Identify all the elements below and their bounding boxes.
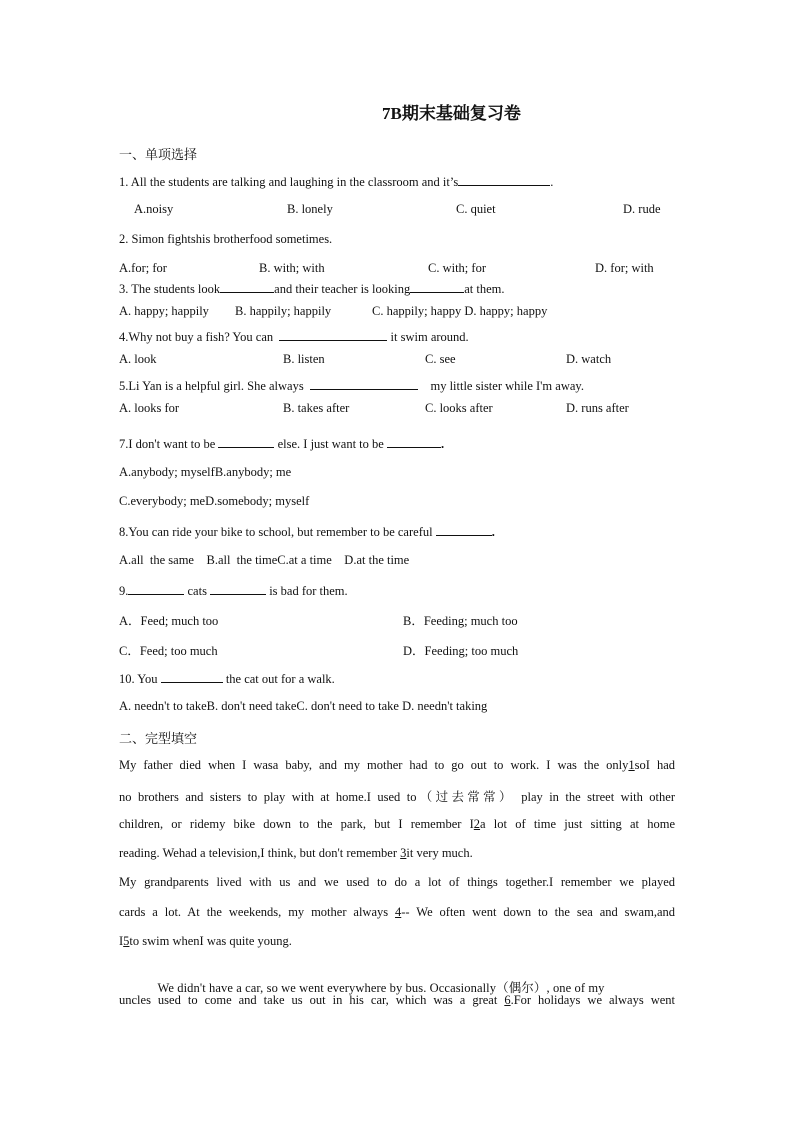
passage-line [119, 993, 675, 1008]
answer-blank[interactable] [410, 280, 464, 293]
passage-text: We didn't have a car, so we went everywhere by bus. Occasionally（偶尔）, one of my [131, 981, 605, 995]
passage-text: My grandparents lived with us and we used to do a lot of things together.I remember we played [119, 875, 675, 889]
option-c[interactable]: C. looks after [425, 401, 493, 415]
options-a-d[interactable]: A.all the same B.all the timeC.at a time D.at the time [119, 553, 410, 567]
option-b[interactable]: B. happily; happily [235, 304, 332, 318]
passage-line [119, 817, 675, 832]
answer-blank[interactable] [436, 523, 492, 536]
passage-line [119, 787, 675, 805]
passage-text: no brothers and sisters to play with at home.I used to（过去常常） play in the street with other [119, 790, 675, 804]
question-stem: 10. You [119, 672, 158, 686]
passage-text: My father died when I wasa baby, and my mother had to go out to work. I was the only [119, 758, 629, 772]
options-a-b[interactable]: A.anybody; myselfB.anybody; me [119, 465, 292, 479]
option-c[interactable]: C. with; for [428, 261, 486, 275]
section-heading-multiple-choice: 一、单项选择 [119, 147, 198, 162]
question-stem-end: . [440, 437, 445, 451]
question-stem-end: it swim around. [387, 330, 469, 344]
options-c-d[interactable]: C.everybody; meD.somebody; myself [119, 494, 310, 508]
option-a[interactable]: A. happy; happily [119, 304, 209, 318]
question-stem: 2. Simon fightshis brotherfood sometimes. [119, 232, 333, 246]
option-c[interactable]: C. see [425, 352, 456, 366]
passage-line [119, 758, 675, 773]
passage-text: uncles used to come and take us out in his car, which was a great [119, 993, 505, 1007]
option-d[interactable]: D. runs after [566, 401, 629, 415]
question-stem-end: at them. [464, 282, 505, 296]
question-stem-mid: and their teacher is looking [274, 282, 411, 296]
cloze-blank-number[interactable]: 5 [123, 934, 130, 948]
answer-blank[interactable] [458, 173, 550, 186]
question-stem: 8.You can ride your bike to school, but remember to be careful [119, 525, 433, 539]
passage-line [119, 934, 675, 949]
passage-line [119, 846, 675, 861]
answer-blank[interactable] [310, 377, 418, 390]
question-stem: 4.Why not buy a fish? You can [119, 330, 274, 344]
passage-text: .For holidays we always went [510, 993, 675, 1007]
question-7 [119, 435, 444, 452]
passage-text: soI had [634, 758, 676, 772]
question-stem-end: my little sister while I'm away. [430, 379, 584, 393]
answer-blank[interactable] [387, 435, 441, 448]
option-a[interactable]: A. look [119, 352, 157, 366]
question-2 [119, 232, 332, 247]
option-a[interactable]: A．Feed; much too [119, 614, 219, 628]
option-b[interactable]: B. listen [283, 352, 325, 366]
option-b[interactable]: B. with; with [259, 261, 325, 275]
question-stem-end: the cat out for a walk. [225, 672, 335, 686]
question-8 [119, 523, 495, 540]
question-stem: 1. All the students are talking and laughing in the classroom and it’s [119, 175, 459, 189]
passage-text: to swim whenI was quite young. [129, 934, 292, 948]
answer-blank[interactable] [218, 435, 274, 448]
cloze-blank-number[interactable]: 3 [400, 846, 407, 860]
answer-blank[interactable] [161, 670, 223, 683]
passage-text: children, or ridemy bike down to the park, but I remember I [119, 817, 474, 831]
question-stem-end: is bad for them. [269, 584, 348, 598]
answer-blank[interactable] [220, 280, 274, 293]
question-stem: 7.I don't want to be [119, 437, 216, 451]
page-title: 7B期末基础复习卷 [382, 104, 521, 123]
question-stem: 3. The students look [119, 282, 221, 296]
options-a-d[interactable]: A. needn't to takeB. don't need takeC. don't need to take D. needn't taking [119, 699, 488, 713]
passage-text: -- We often went down to the sea and swam,and [401, 905, 675, 919]
passage-text: it very much. [406, 846, 473, 860]
option-d[interactable]: D. rude [623, 202, 661, 216]
question-1 [119, 173, 553, 190]
question-10 [119, 670, 335, 687]
cloze-blank-number[interactable]: 6 [504, 993, 511, 1007]
answer-blank[interactable] [279, 328, 387, 341]
option-c-d[interactable]: C. happily; happy D. happy; happy [372, 304, 548, 318]
option-d[interactable]: D. for; with [595, 261, 654, 275]
option-d[interactable]: D．Feeding; too much [403, 644, 519, 658]
section-heading-cloze: 二、完型填空 [119, 731, 198, 746]
cloze-blank-number[interactable]: 4 [395, 905, 402, 919]
question-stem: 9. [119, 584, 129, 598]
question-stem-mid: else. I just want to be [277, 437, 384, 451]
passage-text: reading. Wehad a television,I think, but don't remember [119, 846, 401, 860]
question-3 [119, 280, 505, 297]
option-a[interactable]: A. looks for [119, 401, 180, 415]
answer-blank[interactable] [210, 582, 266, 595]
option-a[interactable]: A.noisy [134, 202, 174, 216]
question-stem: 5.Li Yan is a helpful girl. She always [119, 379, 304, 393]
answer-blank[interactable] [128, 582, 184, 595]
option-b[interactable]: B. takes after [283, 401, 350, 415]
option-b[interactable]: B. lonely [287, 202, 333, 216]
passage-line [119, 905, 675, 920]
passage-text: a lot of time just sitting at home [480, 817, 675, 831]
cloze-blank-number[interactable]: 2 [473, 817, 481, 831]
question-9 [119, 582, 348, 599]
passage-text: cards a lot. At the weekends, my mother always [119, 905, 396, 919]
passage-line [119, 875, 675, 890]
passage-text: I [119, 934, 124, 948]
option-c[interactable]: C．Feed; too much [119, 644, 218, 658]
option-a[interactable]: A.for; for [119, 261, 167, 275]
question-stem-mid: cats [187, 584, 207, 598]
question-4 [119, 328, 469, 345]
option-b[interactable]: B．Feeding; much too [403, 614, 518, 628]
cloze-blank-number[interactable]: 1 [628, 758, 635, 772]
question-5 [119, 377, 584, 394]
option-d[interactable]: D. watch [566, 352, 612, 366]
option-c[interactable]: C. quiet [456, 202, 496, 216]
question-stem-end: . [491, 525, 495, 539]
question-stem-end: . [550, 175, 554, 189]
